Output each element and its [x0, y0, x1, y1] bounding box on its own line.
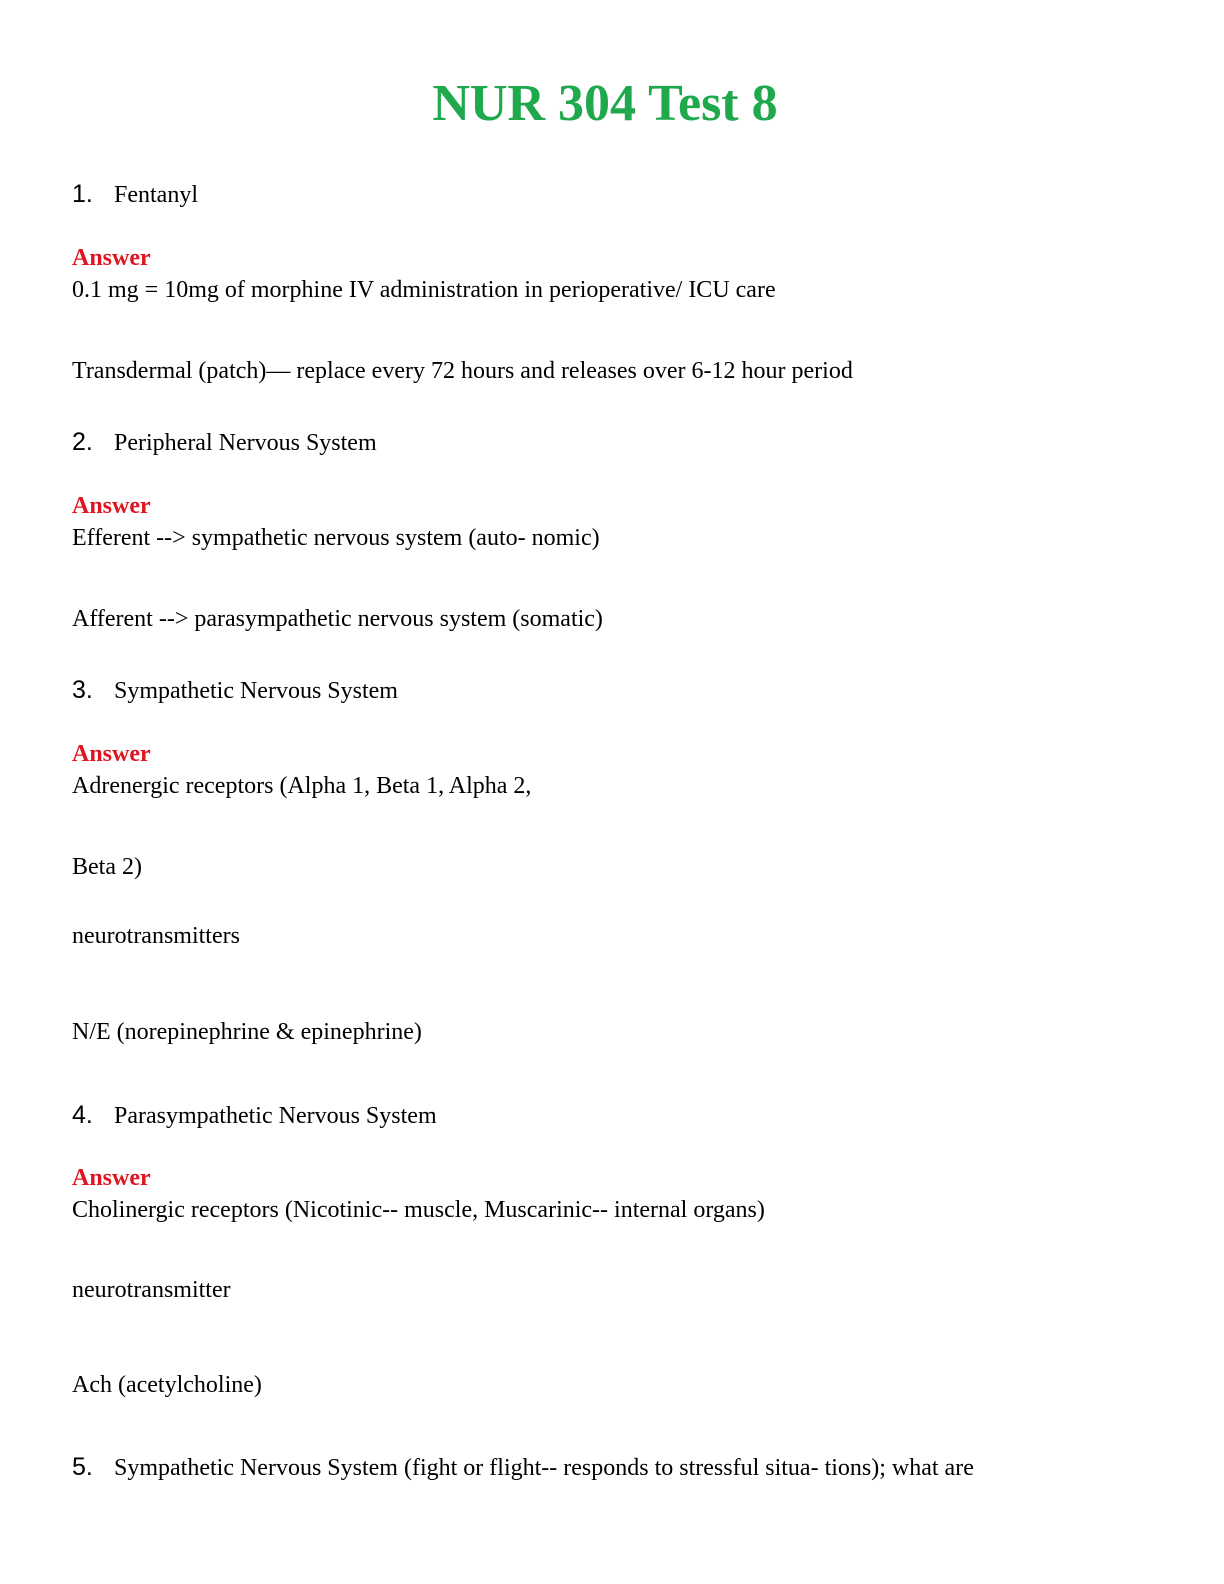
question-2 — [72, 427, 377, 458]
question-number: 3. — [72, 676, 93, 704]
answer-line: Cholinergic receptors (Nicotinic-- muscle, Muscarinic-- internal organs) — [72, 1197, 765, 1223]
question-prompt: Parasympathetic Nervous System — [114, 1103, 437, 1129]
answer-line: neurotransmitters — [72, 923, 240, 949]
answer-line: 0.1 mg = 10mg of morphine IV administration in perioperative/ ICU care — [72, 277, 776, 303]
answer-label: Answer — [72, 741, 151, 767]
question-number: 1. — [72, 180, 93, 208]
answer-label: Answer — [72, 245, 151, 271]
question-prompt: Sympathetic Nervous System — [114, 678, 398, 704]
question-1 — [72, 179, 198, 210]
question-number: 2. — [72, 428, 93, 456]
answer-line: N/E (norepinephrine & epinephrine) — [72, 1019, 422, 1045]
answer-label: Answer — [72, 1165, 151, 1191]
question-4 — [72, 1100, 437, 1131]
answer-line: Adrenergic receptors (Alpha 1, Beta 1, Alpha 2, — [72, 773, 532, 799]
answer-line: Afferent --> parasympathetic nervous system (somatic) — [72, 606, 603, 632]
answer-line: Beta 2) — [72, 854, 142, 880]
answer-label: Answer — [72, 493, 151, 519]
question-prompt: Sympathetic Nervous System (fight or flight-- responds to stressful situa- tions); what are — [114, 1455, 974, 1481]
question-prompt: Fentanyl — [114, 182, 198, 208]
question-number: 5. — [72, 1453, 93, 1481]
question-number: 4. — [72, 1101, 93, 1129]
question-5 — [72, 1452, 974, 1483]
answer-line: Transdermal (patch)— replace every 72 hours and releases over 6-12 hour period — [72, 358, 853, 384]
answer-line: neurotransmitter — [72, 1277, 231, 1303]
question-3 — [72, 675, 398, 706]
page-title: NUR 304 Test 8 — [432, 75, 778, 132]
answer-line: Efferent --> sympathetic nervous system (auto- nomic) — [72, 525, 600, 551]
answer-line: Ach (acetylcholine) — [72, 1372, 262, 1398]
question-prompt: Peripheral Nervous System — [114, 430, 377, 456]
